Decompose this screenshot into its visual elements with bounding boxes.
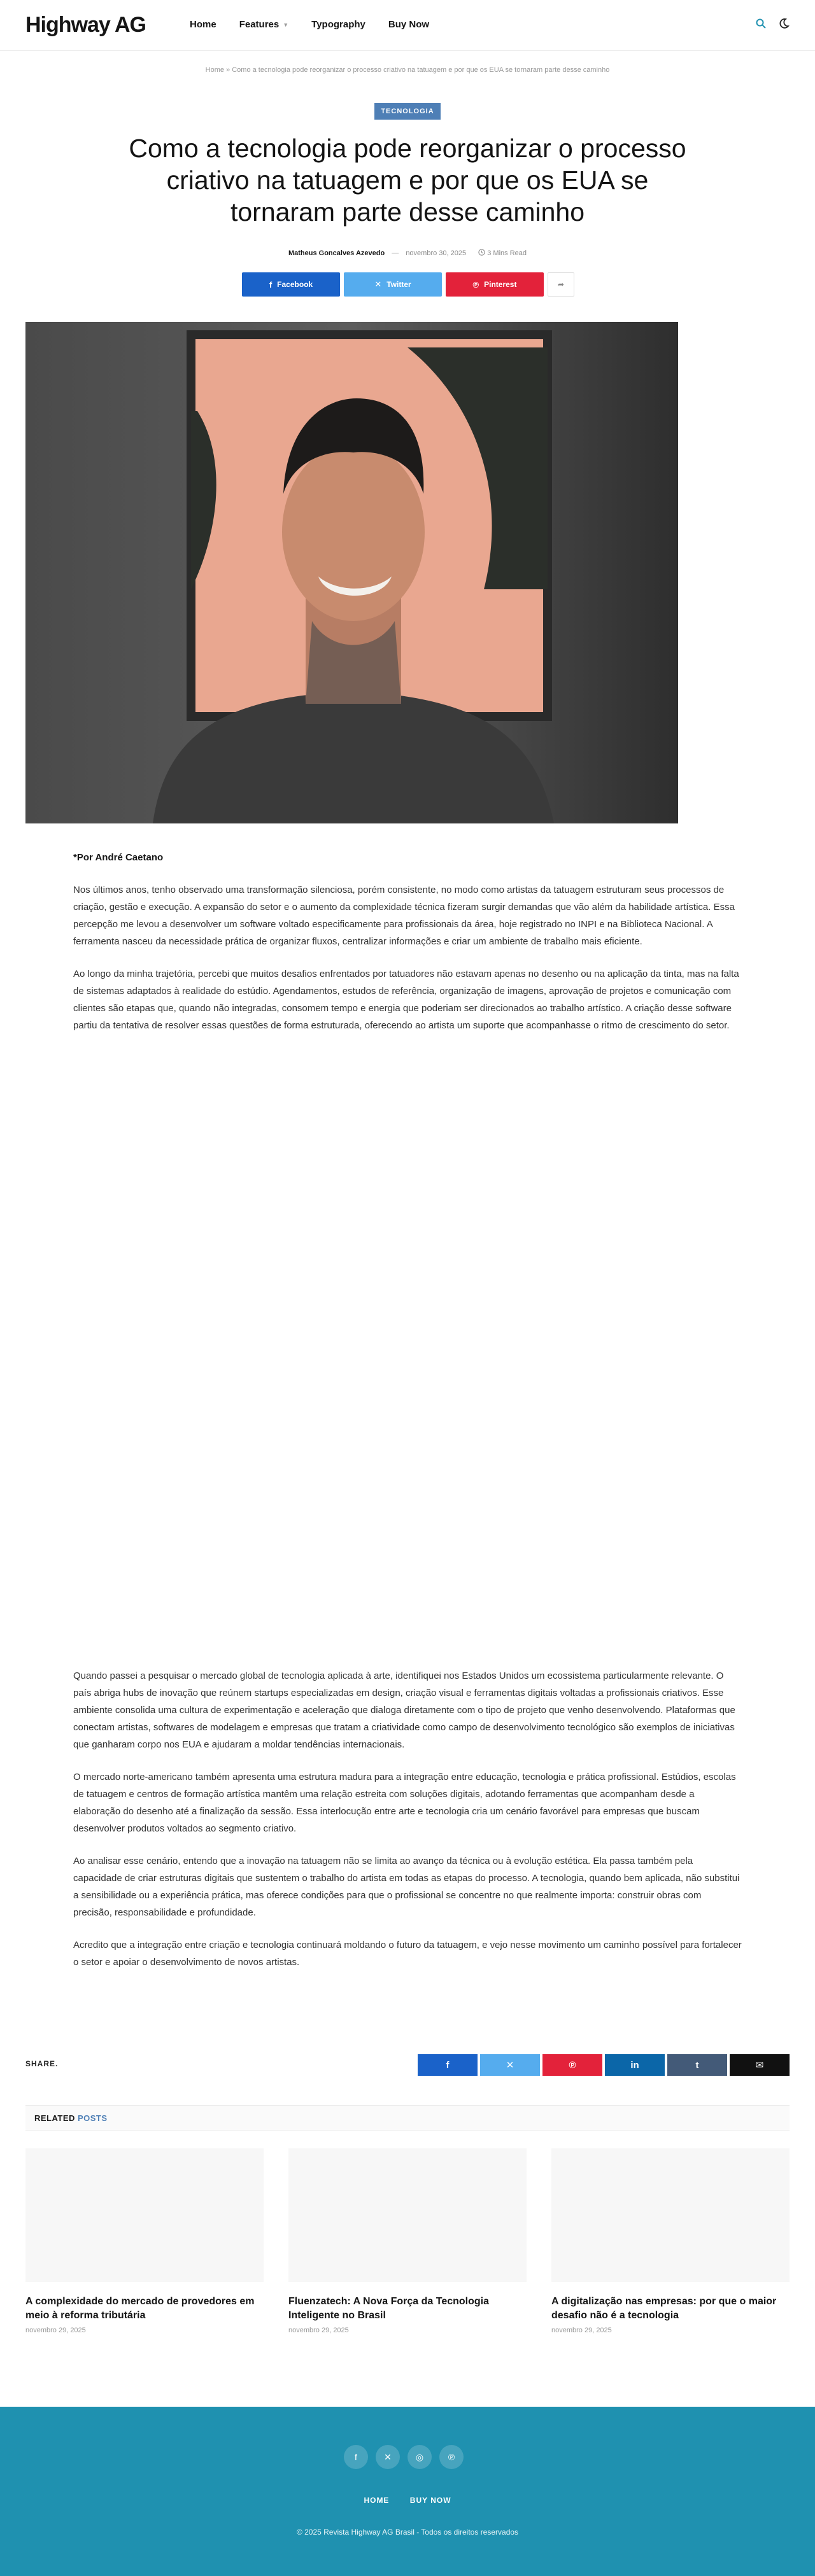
article-body-bottom bbox=[73, 1667, 742, 1986]
share-tumblr-button[interactable] bbox=[667, 2054, 727, 2076]
chevron-down-icon: ▼ bbox=[283, 21, 289, 28]
facebook-icon: f bbox=[269, 279, 273, 290]
email-icon: ✉ bbox=[755, 2060, 764, 2071]
clock-icon bbox=[478, 249, 487, 257]
facebook-icon: f bbox=[446, 2059, 450, 2071]
main-nav bbox=[190, 19, 452, 30]
share-facebook-button[interactable] bbox=[418, 2054, 478, 2076]
category-badge[interactable]: TECNOLOGIA bbox=[374, 103, 441, 120]
article-paragraph: Quando passei a pesquisar o mercado global de tecnologia aplicada à arte, identifiquei nos Estados Unidos um ecossistema particularmente relevante. O país abriga hubs de inovação que reúnem startups especializadas em design, criação visual e ferramentas digitais voltadas a profissionais criativos. Esse ambiente consolida uma cultura de experimentação e aceleração que dialoga diretamente com o tipo de projeto que venho desenvolvendo. Plataformas que conectam artistas, softwares de modelagem e empresas que tratam a criatividade como campo de desenvolvimento tecnológico são exemplos de iniciativas que ganharam corpo nos EUA e ajudaram a moldar tendências internacionais. bbox=[73, 1670, 735, 1750]
related-post-image[interactable] bbox=[25, 2148, 264, 2282]
linkedin-icon: in bbox=[630, 2059, 639, 2071]
site-logo[interactable]: Highway AG bbox=[25, 13, 146, 37]
instagram-icon[interactable]: ◎ bbox=[408, 2445, 432, 2469]
related-post-title[interactable]: A complexidade do mercado de provedores em meio à reforma tributária bbox=[25, 2296, 255, 2321]
nav-buy-now-label: Buy Now bbox=[388, 19, 430, 30]
related-posts-heading bbox=[25, 2105, 790, 2131]
share-facebook-label: Facebook bbox=[277, 280, 313, 289]
related-post-card[interactable] bbox=[551, 2148, 790, 2334]
copyright-text: © 2025 Revista Highway AG Brasil - Todos os direitos reservados bbox=[296, 2528, 519, 2537]
pinterest-icon: ℗ bbox=[569, 2059, 576, 2071]
article-paragraph: Ao analisar esse cenário, entendo que a inovação na tatuagem não se limita ao avanço da técnica ou à evolução estética. Ela passa também pela capacidade de criar estruturas digitais que sustentem o trabalho do artista em todas as etapas do processo. A tecnologia, quando bem aplicada, não substitui a sensibilidade ou a experiência prática, mas oferece condições para que o profissional se concentre no que realmente importa: construir obras com precisão, responsabilidade e profundidade. bbox=[73, 1856, 740, 1918]
footer-social-icons bbox=[344, 2445, 464, 2469]
related-post-title[interactable]: Fluenzatech: A Nova Força da Tecnologia Inteligente no Brasil bbox=[288, 2296, 490, 2321]
tumblr-icon: t bbox=[695, 2059, 699, 2071]
share-pinterest-label: Pinterest bbox=[484, 280, 517, 289]
pinterest-icon[interactable]: ℗ bbox=[439, 2445, 464, 2469]
related-post-date: novembro 29, 2025 bbox=[288, 2327, 349, 2334]
article-paragraph: O mercado norte-americano também apresenta uma estrutura madura para a integração entre educação, tecnologia e prática profissional. Estúdios, escolas de tatuagem e centros de formação artística mantêm uma relação estreita com soluções digitais, adotando ferramentas que acompanham desde a elaboração do desenho até a finalização da sessão. Essa interlocução entre arte e tecnologia cria um cenário favorável para empresas que buscam desenvolver produtos voltados ao segmento criativo. bbox=[73, 1772, 736, 1834]
header-actions bbox=[755, 18, 790, 29]
x-twitter-icon: ✕ bbox=[506, 2060, 514, 2071]
breadcrumb[interactable]: Home » Como a tecnologia pode reorganizar o processo criativo na tatuagem e por que os EUA se tornaram parte desse caminho bbox=[205, 66, 610, 74]
share-pinterest-button[interactable] bbox=[446, 272, 544, 297]
read-time: 3 Mins Read bbox=[487, 249, 527, 257]
nav-typography[interactable] bbox=[311, 19, 365, 30]
footer-nav-buy-now[interactable] bbox=[401, 2496, 460, 2505]
share-facebook-button[interactable] bbox=[242, 272, 340, 297]
footer-nav-buy-now-label: BUY NOW bbox=[409, 2496, 451, 2505]
search-icon[interactable] bbox=[755, 18, 767, 29]
article-paragraph: Ao longo da minha trajetória, percebi que muitos desafios enfrentados por tatuadores não estavam apenas no desenho ou na aplicação da tinta, mas na falta de sistemas adaptados à realidade do estúdio. Agendamentos, estudos de referência, organização de imagens, aprovação de projetos e comunicação com clientes são etapas que, quando não integradas, consomem tempo e energia que poderiam ser direcionados ao trabalho artístico. A criação desse software partiu da tentativa de resolver essas questões de forma estruturada, oferecendo ao artista um suporte que acompanhasse o ritmo de crescimento do setor. bbox=[73, 969, 739, 1031]
article-body-top bbox=[73, 849, 742, 1049]
footer-nav-home[interactable] bbox=[355, 2496, 398, 2505]
nav-typography-label: Typography bbox=[311, 19, 365, 30]
share-pinterest-button[interactable] bbox=[542, 2054, 602, 2076]
article-paragraph: Acredito que a integração entre criação e tecnologia continuará moldando o futuro da tatuagem, e vejo nesse movimento um caminho possível para fortalecer o setor e apoiar o desenvolvimento de novos artistas. bbox=[73, 1940, 742, 1968]
author-link[interactable]: Matheus Goncalves Azevedo bbox=[288, 249, 385, 257]
x-twitter-icon: ✕ bbox=[374, 279, 382, 289]
nav-features-label: Features bbox=[239, 19, 280, 30]
share-twitter-button[interactable] bbox=[344, 272, 442, 297]
related-post-image[interactable] bbox=[288, 2148, 527, 2282]
related-heading-accent: POSTS bbox=[77, 2113, 108, 2123]
facebook-icon[interactable]: f bbox=[344, 2445, 368, 2469]
footer-nav-home-label: HOME bbox=[364, 2496, 390, 2505]
article-paragraph: Nos últimos anos, tenho observado uma transformação silenciosa, porém consistente, no modo como artistas da tatuagem estruturam seus processos de criação, gestão e execução. A expansão do setor e o aumento da complexidade técnica fizeram surgir demandas que vão além da habilidade artística. Essa percepção me levou a desenvolver um software voltado especificamente para profissionais da área, hoje registrado no INPI e na Biblioteca Nacional. A ferramenta nasceu da necessidade prática de organizar fluxos, centralizar informações e criar um ambiente de trabalho mais eficiente. bbox=[73, 885, 735, 947]
nav-home[interactable] bbox=[190, 19, 216, 30]
site-footer bbox=[0, 2407, 815, 2576]
nav-buy-now[interactable] bbox=[388, 19, 429, 30]
share-email-button[interactable] bbox=[730, 2054, 790, 2076]
footer-nav bbox=[0, 2496, 815, 2505]
publish-date: novembro 30, 2025 bbox=[406, 249, 467, 257]
nav-home-label: Home bbox=[190, 19, 216, 30]
related-post-date: novembro 29, 2025 bbox=[25, 2327, 86, 2334]
related-post-card[interactable] bbox=[25, 2148, 264, 2334]
related-heading-label: RELATED bbox=[34, 2113, 75, 2123]
share-icon: ➦ bbox=[557, 280, 565, 289]
related-post-date: novembro 29, 2025 bbox=[551, 2327, 612, 2334]
article-byline: *Por André Caetano bbox=[73, 852, 164, 863]
moon-icon[interactable] bbox=[778, 18, 790, 29]
nav-features[interactable] bbox=[239, 19, 288, 30]
meta-separator: — bbox=[392, 249, 399, 257]
featured-image bbox=[25, 322, 678, 823]
share-twitter-label: Twitter bbox=[386, 280, 411, 289]
share-bar-bottom bbox=[418, 2054, 790, 2076]
share-more-button[interactable] bbox=[548, 272, 574, 297]
related-post-card[interactable] bbox=[288, 2148, 527, 2334]
share-twitter-button[interactable] bbox=[480, 2054, 540, 2076]
share-bar-top bbox=[242, 272, 574, 297]
share-label: SHARE. bbox=[25, 2059, 59, 2068]
share-linkedin-button[interactable] bbox=[605, 2054, 665, 2076]
related-post-title[interactable]: A digitalização nas empresas: por que o maior desafio não é a tecnologia bbox=[551, 2296, 777, 2321]
x-twitter-icon[interactable]: ✕ bbox=[376, 2445, 400, 2469]
site-header bbox=[0, 0, 815, 51]
article-title: Como a tecnologia pode reorganizar o processo criativo na tatuagem e por que os EUA se tornaram parte desse caminho bbox=[129, 134, 686, 227]
related-post-image[interactable] bbox=[551, 2148, 790, 2282]
pinterest-icon: ℗ bbox=[472, 279, 479, 290]
article-meta bbox=[0, 249, 815, 257]
